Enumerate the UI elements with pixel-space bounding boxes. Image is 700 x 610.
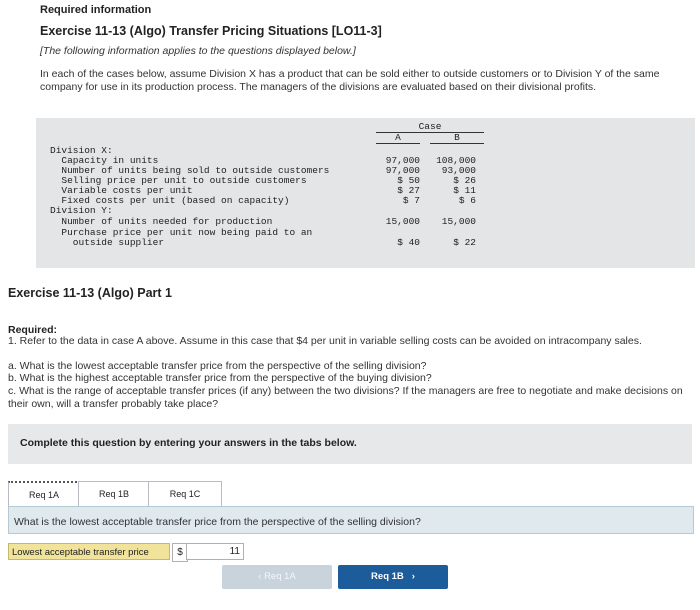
following-note: [The following information applies to the questions displayed below.]	[40, 45, 356, 57]
question-text: What is the lowest acceptable transfer price from the perspective of the selling division?	[14, 516, 421, 528]
table-row-label: Purchase price per unit now being paid to an	[50, 227, 313, 238]
next-button-label: Req 1B	[371, 571, 404, 582]
prev-button-label: Req 1A	[264, 571, 296, 582]
table-cell-a: $ 40	[397, 237, 420, 248]
table-cell-b: $ 26	[453, 175, 476, 186]
tab-req-1b[interactable]: Req 1B	[78, 481, 150, 506]
table-cell-a: 97,000	[385, 155, 420, 166]
table-cell-a: 15,000	[385, 216, 420, 227]
requirement-b: b. What is the highest acceptable transfer price from the perspective of the buying division?	[8, 372, 432, 384]
required-information-heading: Required information	[40, 4, 152, 16]
case-b-header: B	[430, 132, 484, 144]
table-row-label: Capacity in units	[50, 155, 159, 166]
requirement-1: 1. Refer to the data in case A above. Assume in this case that $4 per unit in variable selling costs can be avoided on intracompany sales.	[8, 335, 642, 347]
table-cell-b: $ 11	[453, 185, 476, 196]
table-cell-b: 15,000	[441, 216, 476, 227]
requirement-c: c. What is the range of acceptable transfer prices (if any) between the two divisions? If the managers are free to negotiate and make decisions on their own, will a transfer probably take place?	[8, 385, 683, 410]
table-row-label: Fixed costs per unit (based on capacity)	[50, 195, 290, 206]
case-header: Case	[376, 121, 484, 133]
next-button[interactable]	[338, 565, 448, 589]
prev-button[interactable]	[222, 565, 332, 589]
tab-req-1c[interactable]: Req 1C	[148, 481, 222, 506]
table-row-label: Number of units being sold to outside customers	[50, 165, 330, 176]
case-a-header: A	[376, 132, 420, 144]
part-title: Exercise 11-13 (Algo) Part 1	[8, 286, 172, 300]
answer-label: Lowest acceptable transfer price	[8, 543, 170, 560]
table-row-label: outside supplier	[50, 237, 165, 248]
table-row-label: Number of units needed for production	[50, 216, 273, 227]
requirement-a: a. What is the lowest acceptable transfer price from the perspective of the selling division?	[8, 360, 427, 372]
table-cell-b: 108,000	[436, 155, 476, 166]
table-cell-a: $ 7	[402, 195, 420, 206]
tab-req-1a[interactable]: Req 1A	[8, 481, 80, 507]
table-cell-a: $ 50	[397, 175, 420, 186]
table-cell-a: 97,000	[385, 165, 420, 176]
table-cell-b: $ 6	[458, 195, 476, 206]
table-row-label: Division Y:	[50, 205, 113, 216]
table-cell-b: 93,000	[441, 165, 476, 176]
exercise-title: Exercise 11-13 (Algo) Transfer Pricing Situations [LO11-3]	[40, 24, 382, 38]
table-row-label: Variable costs per unit	[50, 185, 193, 196]
instructions-text: Complete this question by entering your answers in the tabs below.	[20, 437, 357, 449]
intro-paragraph: In each of the cases below, assume Division X has a product that can be sold either to outside customers or to Division Y of the same company for use in its production process. The managers of the divisions are evaluated based on their divisional profits.	[40, 68, 660, 93]
table-cell-b: $ 22	[453, 237, 476, 248]
table-row-label: Selling price per unit to outside customers	[50, 175, 307, 186]
chevron-left-icon: ‹	[258, 571, 262, 582]
lowest-transfer-price-input[interactable]	[186, 543, 244, 560]
chevron-right-icon: ›	[411, 571, 415, 582]
currency-symbol: $	[172, 543, 188, 562]
table-row-label: Division X:	[50, 145, 113, 156]
table-cell-a: $ 27	[397, 185, 420, 196]
required-label: Required:	[8, 324, 58, 336]
